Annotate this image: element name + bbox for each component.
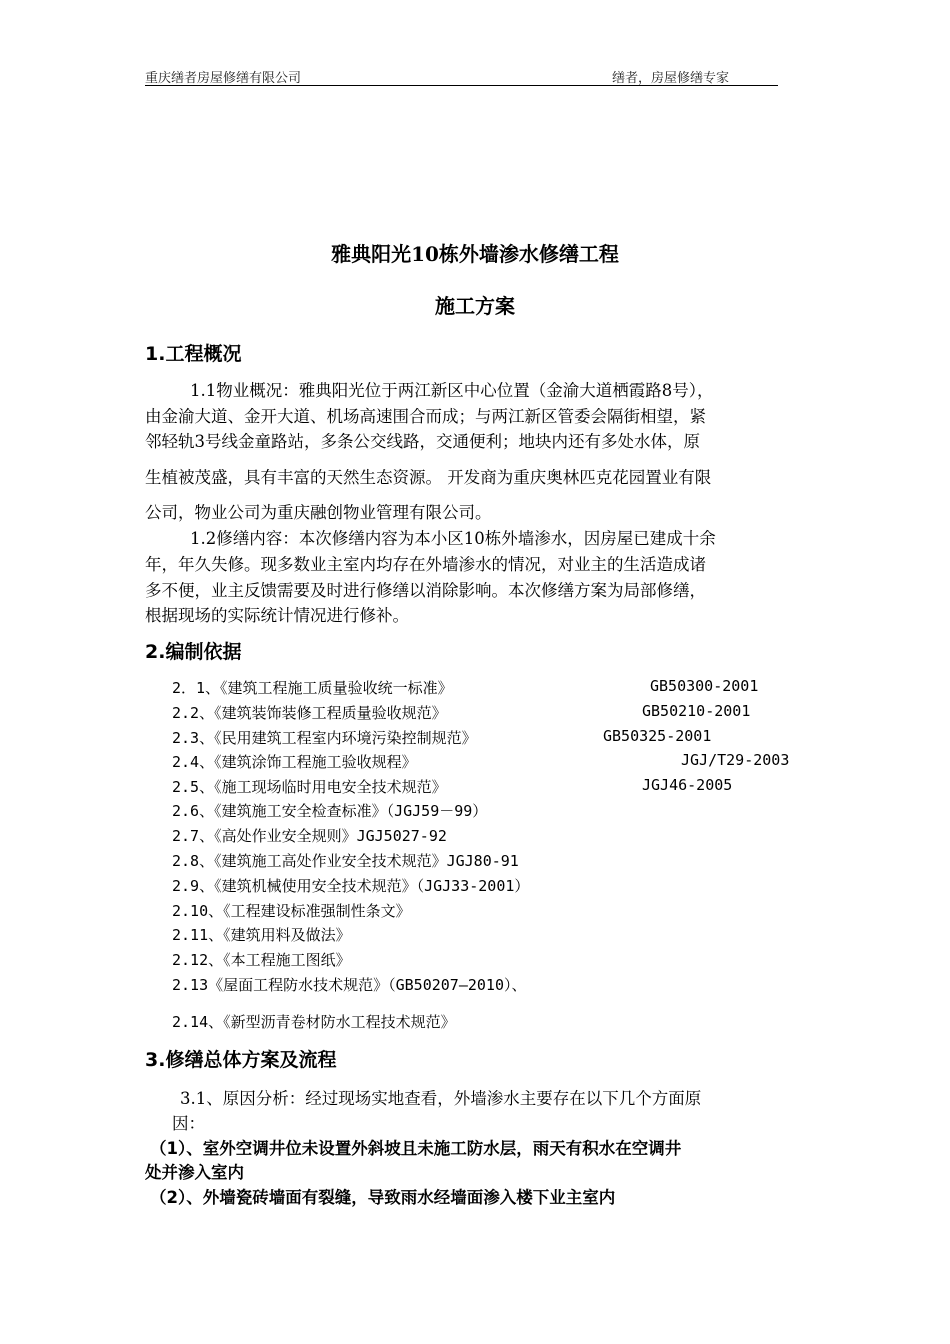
reference-item: 2.10、《工程建设标准强制性条文》 bbox=[172, 902, 411, 920]
header-company: 重庆缮者房屋修缮有限公司 bbox=[145, 71, 302, 86]
reference-code: JGJ/T29-2003 bbox=[681, 751, 790, 769]
paragraph-line: 1.1物业概况：雅典阳光位于两江新区中心位置（金渝大道栖霞路8号）， bbox=[190, 381, 714, 400]
reference-item: 2.5、《施工现场临时用电安全技术规范》 bbox=[172, 778, 447, 796]
paragraph-line: 年，年久失修。现多数业主室内均存在外墙渗水的情况，对业主的生活造成诸 bbox=[145, 555, 706, 574]
section-heading-1: 1.工程概况 bbox=[145, 343, 242, 365]
reference-item: 2.11、《建筑用料及做法》 bbox=[172, 926, 351, 944]
reference-item: 2.14、《新型沥青卷材防水工程技术规范》 bbox=[172, 1013, 456, 1031]
reference-item: 2.12、《本工程施工图纸》 bbox=[172, 951, 351, 969]
reference-item: 2．1、《建筑工程施工质量验收统一标准》 bbox=[172, 679, 453, 697]
reference-item: 2.8、《建筑施工高处作业安全技术规范》JGJ80-91 bbox=[172, 852, 519, 870]
reference-code: JGJ46-2005 bbox=[642, 776, 733, 794]
reference-item: 2.2、《建筑装饰装修工程质量验收规范》 bbox=[172, 704, 447, 722]
paragraph-line: 邻轻轨3号线金童路站，多条公交线路，交通便利；地块内还有多处水体，原 bbox=[145, 432, 700, 451]
document-subtitle: 施工方案 bbox=[435, 294, 515, 318]
reference-code: GB50300-2001 bbox=[650, 677, 759, 695]
cause-line: 处并渗入室内 bbox=[145, 1163, 244, 1182]
header-slogan: 缮者，房屋修缮专家 bbox=[612, 71, 730, 86]
paragraph-line: 多不便，业主反馈需要及时进行修缮以消除影响。本次修缮方案为局部修缮， bbox=[145, 581, 706, 600]
reference-item: 2.13《屋面工程防水技术规范》（GB50207—2010）、 bbox=[172, 976, 527, 994]
reference-code: GB50325-2001 bbox=[603, 727, 712, 745]
section-heading-3: 3.修缮总体方案及流程 bbox=[145, 1049, 337, 1071]
paragraph-line: 由金渝大道、金开大道、机场高速围合而成；与两江新区管委会隔街相望，紧 bbox=[145, 407, 706, 426]
reference-item: 2.4、《建筑涂饰工程施工验收规程》 bbox=[172, 753, 417, 771]
document-title: 雅典阳光10栋外墙渗水修缮工程 bbox=[331, 242, 619, 266]
reference-item: 2.7、《高处作业安全规则》JGJ5027-92 bbox=[172, 827, 447, 845]
paragraph-line: 生植被茂盛，具有丰富的天然生态资源。 开发商为重庆奥林匹克花园置业有限 bbox=[145, 468, 712, 487]
paragraph-line: 因： bbox=[172, 1114, 205, 1133]
cause-line: （1）、室外空调井位未设置外斜坡且未施工防水层，雨天有积水在空调井 bbox=[150, 1139, 682, 1158]
reference-item: 2.6、《建筑施工安全检查标准》（JGJ59－99） bbox=[172, 802, 488, 820]
reference-item: 2.3、《民用建筑工程室内环境污染控制规范》 bbox=[172, 729, 477, 747]
reference-code: GB50210-2001 bbox=[642, 702, 751, 720]
paragraph-line: 公司，物业公司为重庆融创物业管理有限公司。 bbox=[145, 503, 492, 522]
paragraph-line: 3.1、原因分析：经过现场实地查看，外墙渗水主要存在以下几个方面原 bbox=[180, 1089, 702, 1108]
section-heading-2: 2.编制依据 bbox=[145, 641, 242, 663]
reference-item: 2.9、《建筑机械使用安全技术规范》（JGJ33-2001） bbox=[172, 877, 530, 895]
paragraph-line: 1.2修缮内容：本次修缮内容为本小区10栋外墙渗水，因房屋已建成十余 bbox=[190, 529, 716, 548]
header-divider bbox=[145, 85, 778, 86]
cause-line: （2）、外墙瓷砖墙面有裂缝，导致雨水经墙面渗入楼下业主室内 bbox=[150, 1188, 616, 1207]
paragraph-line: 根据现场的实际统计情况进行修补。 bbox=[145, 606, 409, 625]
